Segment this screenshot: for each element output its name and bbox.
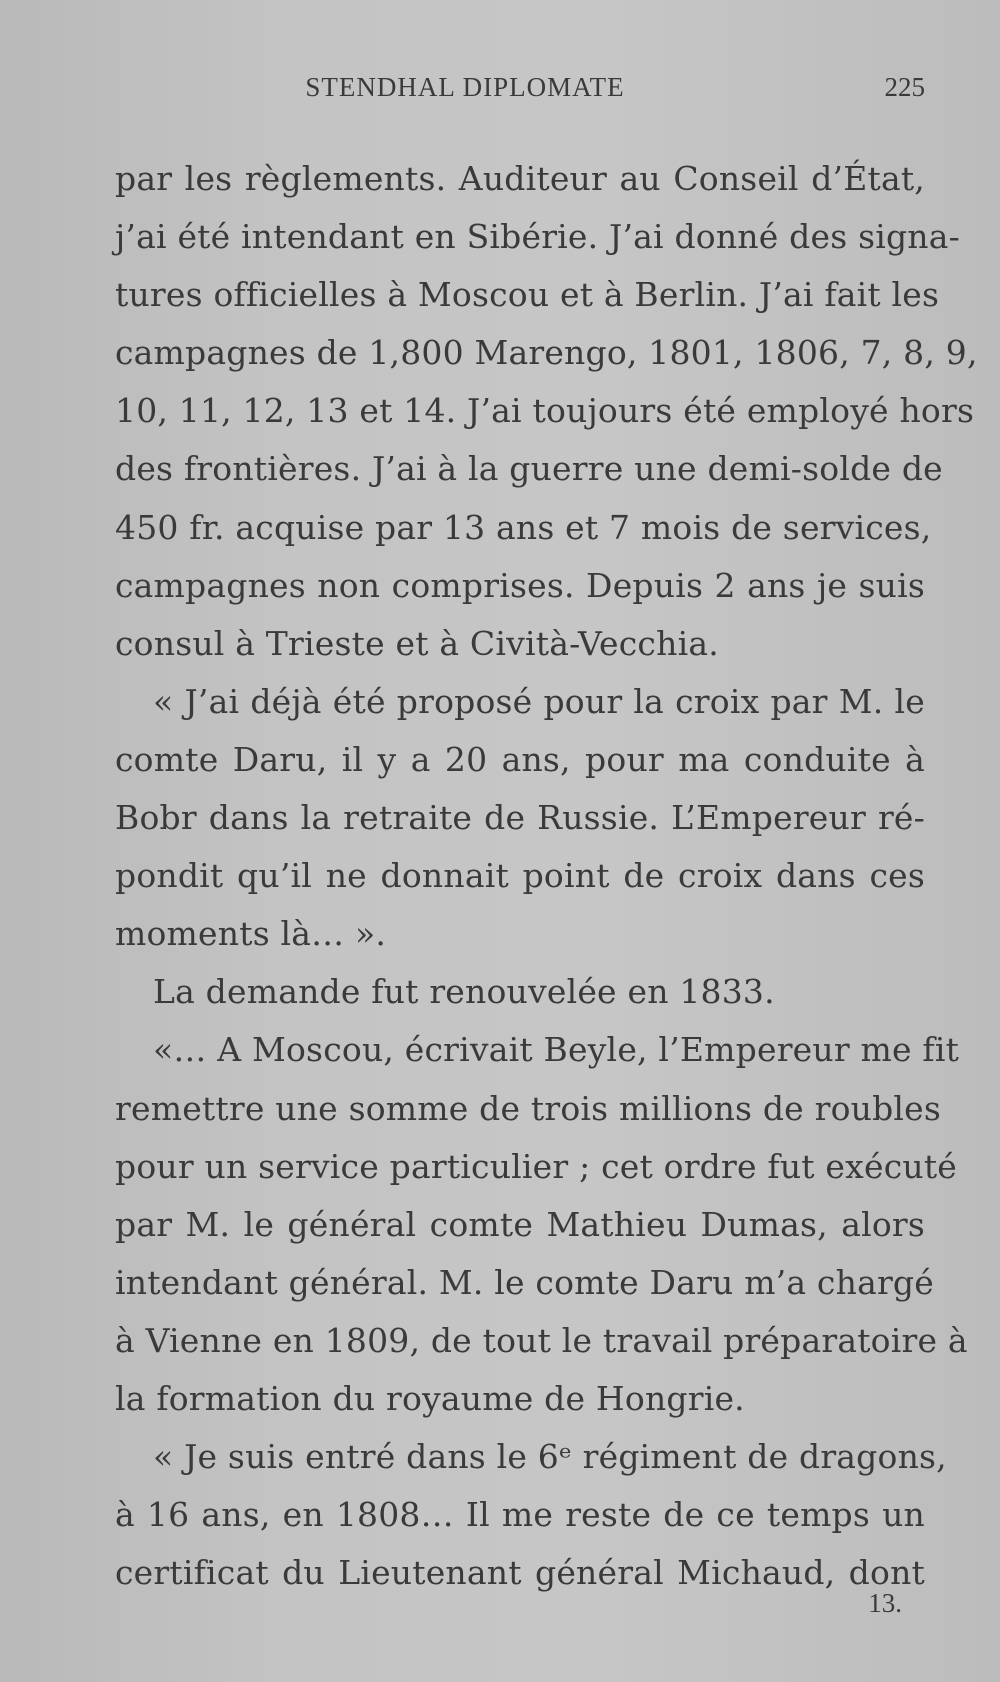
text-line: comte Daru, il y a 20 ans, pour ma conduite à bbox=[115, 739, 925, 779]
text-line: campagnes de 1,800 Marengo, 1801, 1806, 7, 8, 9, bbox=[115, 333, 978, 373]
text-line: Bobr dans la retraite de Russie. L’Empereur ré- bbox=[115, 798, 925, 838]
text-line: 450 fr. acquise par 13 ans et 7 mois de services, bbox=[115, 507, 932, 547]
text-line: 10, 11, 12, 13 et 14. J’ai toujours été employé hors bbox=[115, 391, 975, 431]
running-head bbox=[115, 72, 925, 112]
running-title: STENDHAL DIPLOMATE bbox=[305, 72, 625, 102]
text-line: à 16 ans, en 1808… Il me reste de ce temps un bbox=[115, 1495, 925, 1535]
text-line: «… A Moscou, écrivait Beyle, l’Empereur me fit bbox=[153, 1030, 960, 1070]
page-number: 225 bbox=[884, 72, 925, 102]
text-line: pour un service particulier ; cet ordre fut exécuté bbox=[115, 1146, 958, 1186]
text-line: « J’ai déjà été proposé pour la croix par M. le bbox=[153, 681, 925, 721]
text-line: « Je suis entré dans le 6ᵉ régiment de dragons, bbox=[153, 1437, 947, 1477]
text-line: consul à Trieste et à Cività-Vecchia. bbox=[115, 623, 719, 663]
text-line: la formation du royaume de Hongrie. bbox=[115, 1378, 745, 1418]
text-line: intendant général. M. le comte Daru m’a chargé bbox=[115, 1262, 934, 1302]
signature-mark: 13. bbox=[868, 1588, 902, 1618]
text-line: remettre une somme de trois millions de roubles bbox=[115, 1088, 942, 1128]
text-line: pondit qu’il ne donnait point de croix dans ces bbox=[115, 856, 925, 896]
text-line: La demande fut renouvelée en 1833. bbox=[153, 972, 775, 1012]
text-line: certificat du Lieutenant général Michaud, dont bbox=[115, 1553, 925, 1593]
text-line: à Vienne en 1809, de tout le travail préparatoire à bbox=[115, 1320, 968, 1360]
text-line: campagnes non comprises. Depuis 2 ans je suis bbox=[115, 565, 925, 605]
text-line: tures officielles à Moscou et à Berlin. J’ai fait les bbox=[115, 275, 940, 315]
text-line: j’ai été intendant en Sibérie. J’ai donné des signa- bbox=[115, 217, 960, 257]
text-line: moments là… ». bbox=[115, 914, 387, 954]
text-line: par les règlements. Auditeur au Conseil d’État, bbox=[115, 159, 925, 198]
text-line: des frontières. J’ai à la guerre une demi-solde de bbox=[115, 449, 943, 489]
body-text bbox=[115, 150, 978, 1602]
text-line: par M. le général comte Mathieu Dumas, alors bbox=[115, 1204, 925, 1244]
